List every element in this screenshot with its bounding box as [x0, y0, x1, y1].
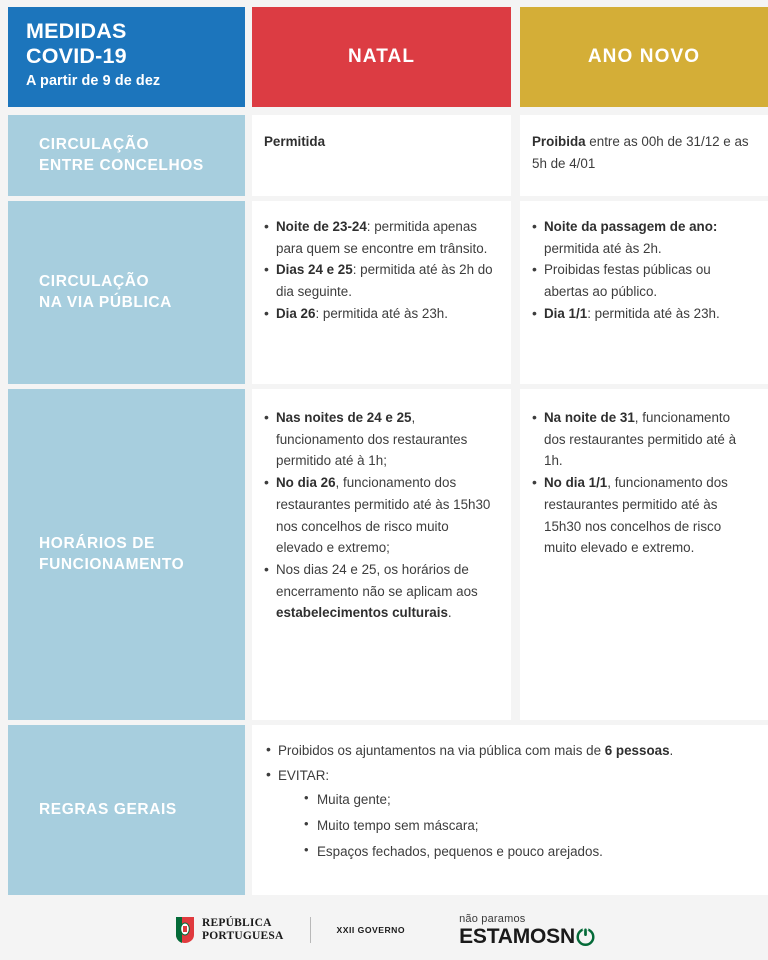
- cell-concelhos-ano-text: [532, 131, 750, 174]
- list-item-text: permitida até às 2h.: [544, 240, 662, 256]
- page-title-block: [8, 7, 245, 107]
- regras-list: [266, 741, 750, 861]
- list-item-text: , funcionamento dos restaurantes permitido até à 1h.: [544, 410, 737, 469]
- cell-via-natal: [252, 201, 511, 384]
- republica-line1: REPÚBLICA: [202, 917, 272, 930]
- header-row: [0, 7, 768, 107]
- row-label-line2: ENTRE CONCELHOS: [39, 156, 204, 174]
- power-button-icon: [576, 927, 595, 946]
- cell-regras-gerais: [252, 725, 768, 895]
- list-item-bold: Noite de 23-24: [276, 219, 367, 234]
- list-item-text: , funcionamento dos restaurantes permitido até à 1h;: [276, 410, 468, 469]
- page-title-line1: MEDIDAS: [26, 19, 127, 43]
- horarios-ano-list: [532, 407, 750, 559]
- cell-concelhos-natal-text: [264, 131, 493, 153]
- row-circulacao-entre-concelhos: [0, 115, 768, 196]
- campaign-on-letter: N: [559, 924, 575, 948]
- row-circulacao-via-publica: [0, 201, 768, 384]
- list-item: [264, 407, 493, 472]
- list-item-tail: .: [447, 605, 452, 621]
- list-item-text: , funcionamento dos restaurantes permitido até às 15h30 nos concelhos de risco muito elevado e extremo;: [276, 475, 491, 556]
- list-item-bold: Nas noites de 24 e 25: [276, 410, 412, 425]
- row-label-line2: FUNCIONAMENTO: [39, 555, 185, 573]
- list-item-bold: No dia 1/1: [544, 475, 608, 491]
- row-label-line2: NA VIA PÚBLICA: [39, 293, 172, 311]
- list-item: [532, 303, 750, 325]
- list-item: [264, 216, 493, 259]
- list-item-bold: Na noite de 31: [544, 410, 635, 425]
- list-item: [266, 766, 750, 861]
- horarios-natal-list: [264, 407, 493, 624]
- list-item-text: : permitida apenas para quem se encontre em trânsito.: [276, 219, 488, 256]
- list-item: [264, 472, 493, 559]
- list-item: [532, 407, 750, 472]
- campaign-tagline: não paramos: [459, 912, 526, 925]
- row-label-line1: HORÁRIOS DE: [39, 534, 155, 552]
- row-label-text: REGRAS GERAIS: [39, 800, 177, 818]
- list-item-text: : permitida até às 23h.: [587, 305, 720, 321]
- list-item-text: Proibidos os ajuntamentos na via pública com mais de: [278, 743, 605, 758]
- cell-horarios-natal: [252, 389, 511, 720]
- list-item: [264, 303, 493, 325]
- republica-portuguesa-logo: [173, 916, 283, 944]
- cell-concelhos-natal-bold: Permitida: [264, 134, 326, 149]
- list-item-text: : permitida até às 2h do dia seguinte.: [276, 262, 493, 300]
- column-header-ano-novo: [520, 7, 768, 107]
- via-natal-list: [264, 216, 493, 325]
- row-label-circulacao-via-publica: [8, 201, 245, 384]
- republica-line2: PORTUGUESA: [202, 930, 284, 942]
- list-item-text: Proibidas festas públicas ou abertas ao público.: [544, 262, 711, 300]
- sub-list-item: • Muita gente;: [304, 790, 750, 809]
- list-item-bold: Dia 26: [276, 305, 316, 321]
- list-item: [532, 216, 750, 259]
- footer-divider: [310, 917, 311, 943]
- list-item-bold: Dia 1/1: [544, 305, 588, 321]
- list-item-bold: Noite da passagem de ano:: [544, 219, 718, 234]
- list-item-bold: Dias 24 e 25: [276, 262, 353, 278]
- row-label-circulacao-entre-concelhos: [8, 115, 245, 196]
- list-item: [264, 259, 493, 302]
- row-regras-gerais: [0, 725, 768, 895]
- column-header-natal-label: NATAL: [347, 46, 416, 67]
- sub-list-item: • Muito tempo sem máscara;: [304, 816, 750, 835]
- list-item-bold-tail: estabelecimentos culturais: [276, 605, 448, 621]
- footer: [0, 900, 768, 960]
- campaign-title: ESTAMOS: [459, 924, 560, 948]
- column-header-natal: [252, 7, 511, 107]
- regras-sublist: [304, 790, 750, 861]
- list-item: [532, 259, 750, 302]
- cell-concelhos-natal: [252, 115, 511, 196]
- list-item-text: Nos dias 24 e 25, os horários de encerramento não se aplicam aos: [276, 561, 478, 599]
- portugal-shield-icon: [173, 916, 195, 944]
- row-label-line1: CIRCULAÇÃO: [39, 272, 150, 290]
- page-title-line2: COVID-19: [26, 44, 127, 69]
- list-item-tail: .: [669, 743, 674, 758]
- cell-via-ano-novo: [520, 201, 768, 384]
- estamos-on-campaign-logo: [459, 914, 595, 947]
- via-ano-list: [532, 216, 750, 325]
- governo-label: XXII GOVERNO: [336, 925, 406, 935]
- row-label-horarios-funcionamento: [8, 389, 245, 720]
- list-item-bold: 6 pessoas: [604, 743, 670, 758]
- republica-portuguesa-text: [202, 917, 283, 943]
- cell-concelhos-ano-bold: Proibida: [532, 134, 586, 149]
- list-item: [264, 559, 493, 624]
- row-horarios-funcionamento: [0, 389, 768, 720]
- list-item: [532, 472, 750, 559]
- column-header-ano-novo-label: ANO NOVO: [587, 46, 701, 67]
- cell-concelhos-ano-rest: entre as 00h de 31/12 e as 5h de 4/01: [532, 134, 749, 171]
- row-label-regras-gerais: [8, 725, 245, 895]
- list-item-text: , funcionamento dos restaurantes permitido até às 15h30 nos concelhos de risco muito elevado e extremo.: [544, 475, 728, 556]
- list-item-text: : permitida até às 23h.: [315, 305, 448, 321]
- list-item-text: EVITAR:: [278, 768, 330, 784]
- cell-concelhos-ano-novo: [520, 115, 768, 196]
- row-label-line1: CIRCULAÇÃO: [39, 135, 150, 153]
- list-item-bold: No dia 26: [276, 475, 336, 491]
- cell-horarios-ano-novo: [520, 389, 768, 720]
- sub-list-item: • Espaços fechados, pequenos e pouco arejados.: [304, 842, 750, 861]
- page-subtitle: A partir de 9 de dez: [26, 72, 161, 89]
- list-item: [266, 741, 750, 760]
